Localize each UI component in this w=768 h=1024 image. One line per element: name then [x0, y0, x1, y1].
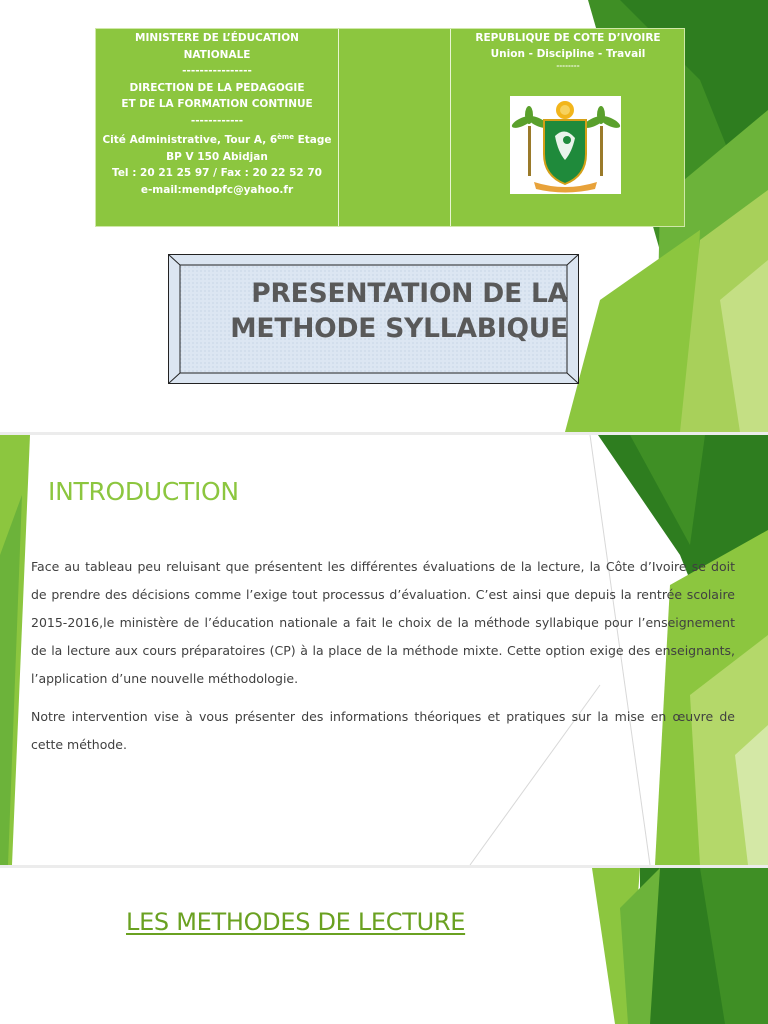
intro-heading: INTRODUCTION	[48, 477, 239, 506]
slide-cover	[0, 0, 768, 432]
ministry-line: MINISTERE DE L’ÉDUCATION	[135, 32, 299, 44]
title-frame	[168, 254, 579, 384]
republic-motto: Union - Discipline - Travail	[490, 48, 646, 60]
header-table	[95, 28, 685, 227]
slide-introduction	[0, 435, 768, 865]
republic-block	[450, 29, 686, 71]
intro-paragraph-2: Notre intervention vise à vous présenter des informations théoriques et pratiques sur la mise en œuvre de cette méthode.	[31, 709, 735, 752]
ministry-line: NATIONALE	[183, 48, 251, 61]
address-prefix: Cité Administrative, Tour A, 6	[102, 134, 278, 146]
separator-line: ------------	[190, 114, 244, 127]
section-heading: LES METHODES DE LECTURE	[126, 908, 466, 936]
ministry-block	[96, 29, 338, 198]
separator-line: ----------------	[182, 65, 252, 77]
phone-line: Tel : 20 21 25 97 / Fax : 20 22 52 70	[112, 167, 322, 179]
intro-paragraph-1: Face au tableau peu reluisant que présentent les différentes évaluations de la lecture, la Côte d’Ivoire se doit de prendre des décisions comme l’exige tout processus d’évaluation. C’est ainsi que depuis la rentrée scolaire 2015-2016,le ministère de l’éducation nationale a fait le choix de la méthode syllabique pour l’enseignement de la lecture aux cours préparatoires (CP) à la place de la méthode mixte. Cette option exige des enseignants, l’application d’une nouvelle méthodologie.	[31, 559, 735, 686]
republic-name: REPUBLIQUE DE COTE D’IVOIRE	[475, 32, 661, 44]
page-title	[178, 276, 568, 346]
title-line-1: PRESENTATION DE LA	[251, 278, 568, 309]
address-line	[96, 129, 338, 149]
email-line: e-mail:mendpfc@yahoo.fr	[140, 183, 294, 196]
address-sup: ème	[277, 133, 294, 141]
direction-line: ET DE LA FORMATION CONTINUE	[121, 98, 313, 110]
title-line-2: METHODE SYLLABIQUE	[230, 313, 568, 344]
address-suffix: Etage	[293, 134, 332, 146]
green-decoration	[0, 868, 768, 1024]
separator-line: --------	[556, 62, 580, 70]
coat-of-arms-icon	[510, 96, 621, 194]
direction-line: DIRECTION DE LA PEDAGOGIE	[129, 81, 305, 94]
slide-methodes	[0, 868, 768, 1024]
po-box-line: BP V 150 Abidjan	[166, 150, 268, 163]
